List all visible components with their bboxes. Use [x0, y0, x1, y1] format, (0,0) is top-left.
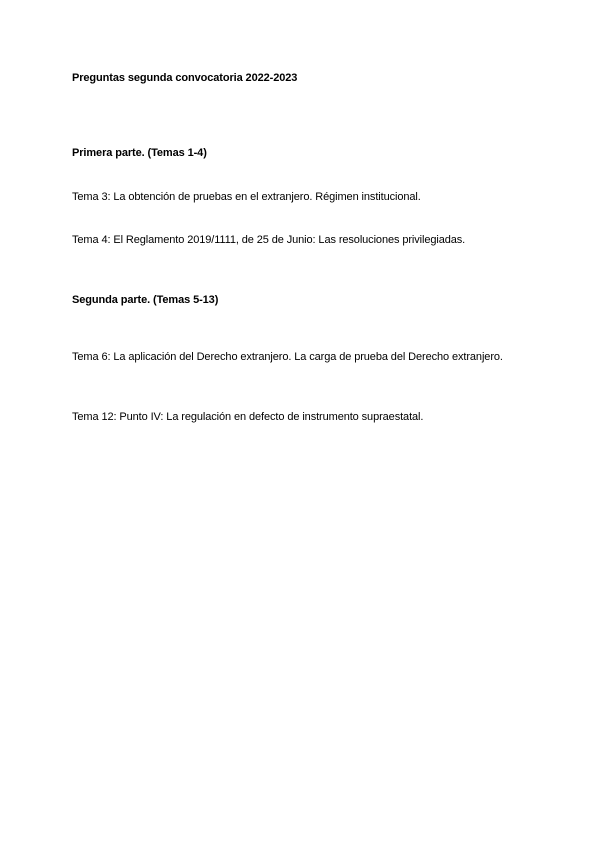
section-heading-part-one: Primera parte. (Temas 1-4): [72, 147, 207, 159]
document-title: Preguntas segunda convocatoria 2022-2023: [72, 72, 298, 84]
question-item: Tema 4: El Reglamento 2019/1111, de 25 de Junio: Las resoluciones privilegiadas.: [72, 234, 466, 246]
question-item: Tema 12: Punto IV: La regulación en defecto de instrumento supraestatal.: [72, 411, 424, 423]
question-item: Tema 3: La obtención de pruebas en el extranjero. Régimen institucional.: [72, 191, 421, 203]
section-heading-part-two: Segunda parte. (Temas 5-13): [72, 294, 219, 306]
question-item: Tema 6: La aplicación del Derecho extranjero. La carga de prueba del Derecho extranjero.: [72, 351, 503, 363]
